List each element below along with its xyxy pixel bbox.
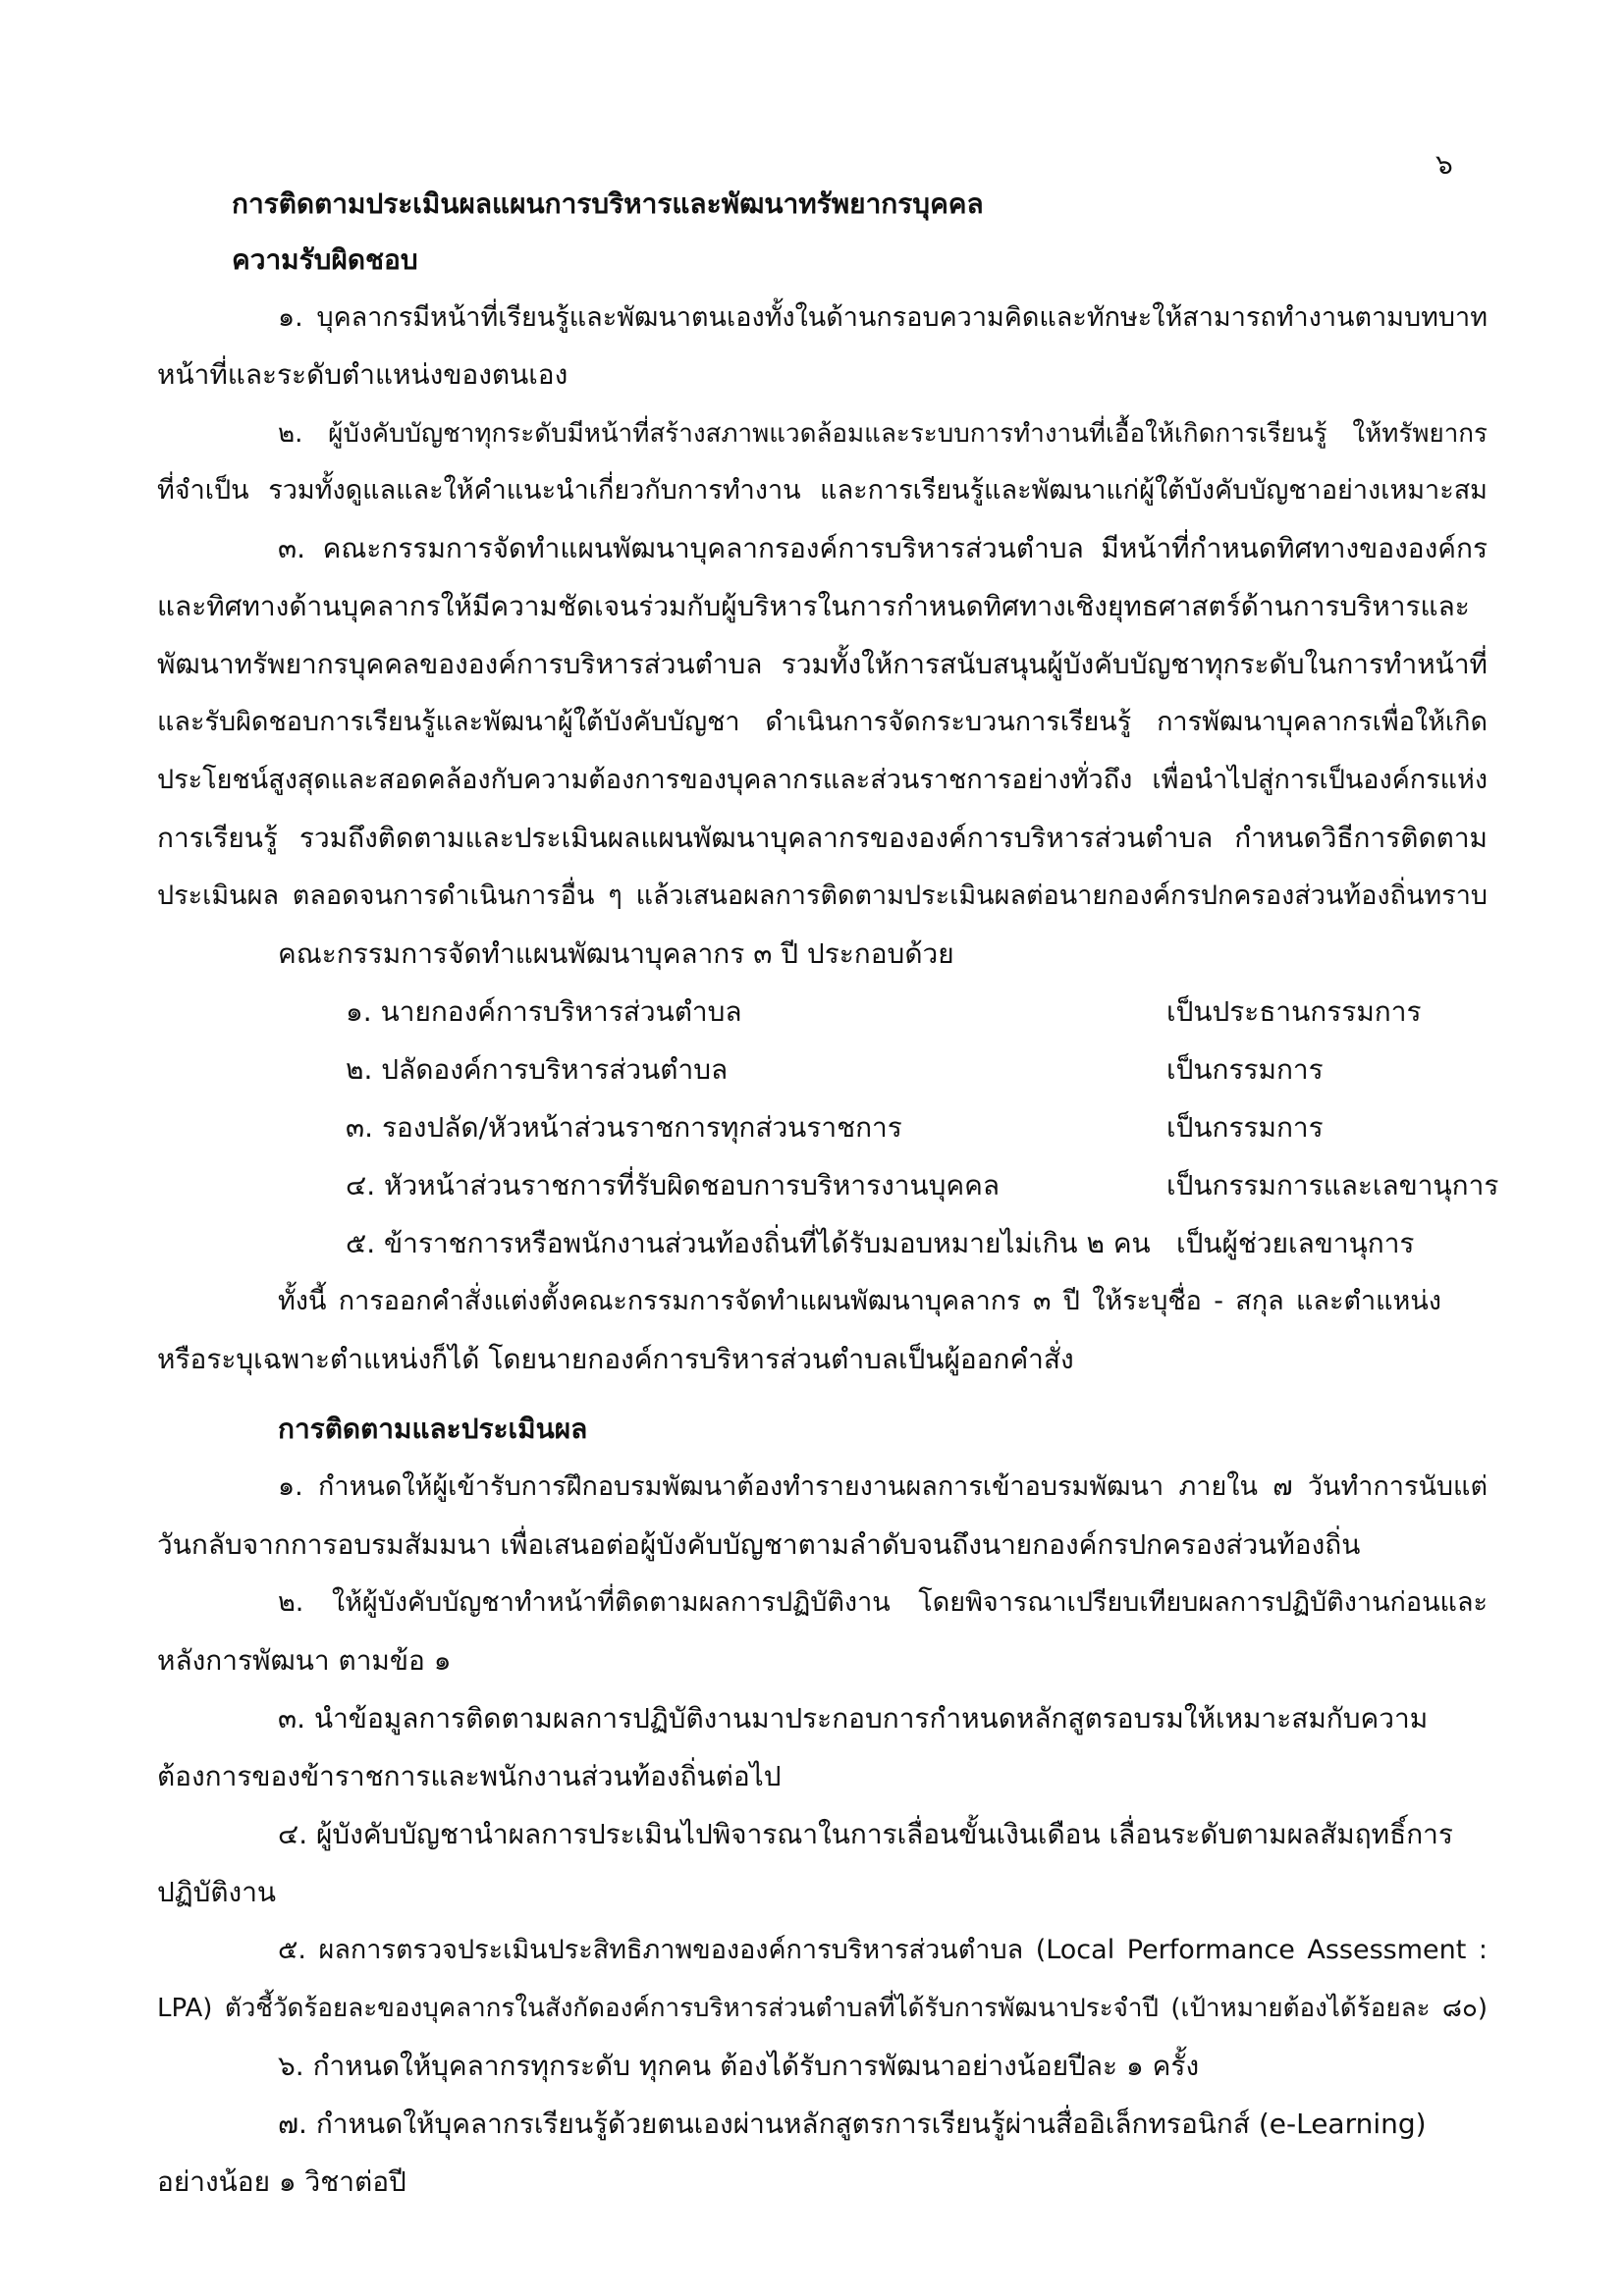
evaluation-item-4-line-1: ๔. ผู้บังคับบัญชานำผลการประเมินไปพิจารณาในการเลื่อนขั้นเงินเดือน เลื่อนระดับตามผลสัมฤทธิ์การ xyxy=(278,1818,1453,1850)
responsibility-item-3-line-1: ๓. คณะกรรมการจัดทำแผนพัฒนาบุคลากรองค์การบริหารส่วนตำบล มีหน้าที่กำหนดทิศทางขององค์กร xyxy=(278,532,1488,564)
committee-role-1: เป็นประธานกรรมการ xyxy=(1166,995,1422,1028)
section-heading-responsibility: ความรับผิดชอบ xyxy=(232,243,418,276)
committee-member-1: ๑. นายกองค์การบริหารส่วนตำบล xyxy=(346,995,742,1028)
committee-note-line-2: หรือระบุเฉพาะตำแหน่งก็ได้ โดยนายกองค์การบริหารส่วนตำบลเป็นผู้ออกคำสั่ง xyxy=(157,1343,1074,1375)
responsibility-item-3-line-4: และรับผิดชอบการเรียนรู้และพัฒนาผู้ใต้บังคับบัญชา ดำเนินการจัดกระบวนการเรียนรู้ การพัฒนาบุคลากรเพื่อให้เกิด xyxy=(157,707,1488,737)
responsibility-item-2-line-1: ๒. ผู้บังคับบัญชาทุกระดับมีหน้าที่สร้างสภาพแวดล้อมและระบบการทำงานที่เอื้อให้เกิดการเรียนรู้ ให้ทรัพยากร xyxy=(278,419,1488,449)
responsibility-item-2-line-2: ที่จำเป็น รวมทั้งดูแลและให้คำแนะนำเกี่ยวกับการทำงาน และการเรียนรู้และพัฒนาแก่ผู้ใต้บังคับบัญชาอย่างเหมาะสม xyxy=(157,475,1488,506)
committee-role-3: เป็นกรรมการ xyxy=(1166,1111,1324,1144)
committee-member-4: ๔. หัวหน้าส่วนราชการที่รับผิดชอบการบริหารงานบุคคล xyxy=(346,1169,1001,1201)
responsibility-item-3-line-3: พัฒนาทรัพยากรบุคคลขององค์การบริหารส่วนตำบล รวมทั้งให้การสนับสนุนผู้บังคับบัญชาทุกระดับในการทำหน้าที่ xyxy=(157,648,1488,680)
evaluation-item-4-line-2: ปฏิบัติงาน xyxy=(157,1876,277,1908)
committee-member-3: ๓. รองปลัด/หัวหน้าส่วนราชการทุกส่วนราชการ xyxy=(346,1111,902,1144)
responsibility-item-3-line-6: การเรียนรู้ รวมถึงติดตามและประเมินผลแผนพัฒนาบุคลากรขององค์การบริหารส่วนตำบล กำหนดวิธีการติดตาม xyxy=(157,822,1488,854)
evaluation-item-7-line-2: อย่างน้อย ๑ วิชาต่อปี xyxy=(157,2165,406,2198)
evaluation-item-6-line-1: ๖. กำหนดให้บุคลากรทุกระดับ ทุกคน ต้องได้รับการพัฒนาอย่างน้อยปีละ ๑ ครั้ง xyxy=(278,2050,1200,2082)
committee-role-2: เป็นกรรมการ xyxy=(1166,1053,1324,1086)
evaluation-item-5-line-2: LPA) ตัวชี้วัดร้อยละของบุคลากรในสังกัดองค์การบริหารส่วนตำบลที่ได้รับการพัฒนาประจำปี (เป้าหมายต้องได้ร้อยละ ๘๐) xyxy=(157,1994,1488,2023)
evaluation-item-1-line-2: วันกลับจากการอบรมสัมมนา เพื่อเสนอต่อผู้บังคับบัญชาตามลำดับจนถึงนายกองค์กรปกครองส่วนท้องถิ่น xyxy=(157,1528,1361,1561)
responsibility-item-1-line-1: ๑. บุคลากรมีหน้าที่เรียนรู้และพัฒนาตนเองทั้งในด้านกรอบความคิดและทักษะให้สามารถทำงานตามบทบาท xyxy=(278,302,1488,333)
evaluation-item-3-line-1: ๓. นำข้อมูลการติดตามผลการปฏิบัติงานมาประกอบการกำหนดหลักสูตรอบรมให้เหมาะสมกับความ xyxy=(278,1702,1429,1735)
section-heading-evaluation: การติดตามและประเมินผล xyxy=(278,1413,588,1445)
evaluation-item-1-line-1: ๑. กำหนดให้ผู้เข้ารับการฝึกอบรมพัฒนาต้องทำรายงานผลการเข้าอบรมพัฒนา ภายใน ๗ วันทำการนับแต่ xyxy=(278,1471,1488,1502)
evaluation-item-2-line-1: ๒. ให้ผู้บังคับบัญชาทำหน้าที่ติดตามผลการปฏิบัติงาน โดยพิจารณาเปรียบเทียบผลการปฏิบัติงานก่อนและ xyxy=(278,1587,1488,1618)
responsibility-item-1-line-2: หน้าที่และระดับตำแหน่งของตนเอง xyxy=(157,358,568,391)
evaluation-item-2-line-2: หลังการพัฒนา ตามข้อ ๑ xyxy=(157,1644,452,1677)
evaluation-item-7-line-1: ๗. กำหนดให้บุคลากรเรียนรู้ด้วยตนเองผ่านหลักสูตรการเรียนรู้ผ่านสื่ออิเล็กทรอนิกส์ (e-Learning) xyxy=(278,2108,1427,2140)
page-number: ๖ xyxy=(1435,148,1453,181)
committee-intro: คณะกรรมการจัดทำแผนพัฒนาบุคลากร ๓ ปี ประกอบด้วย xyxy=(278,937,954,970)
evaluation-item-5-line-1: ๕. ผลการตรวจประเมินประสิทธิภาพขององค์การบริหารส่วนตำบล (Local Performance Assessment : xyxy=(278,1935,1488,1965)
committee-role-4: เป็นกรรมการและเลขานุการ xyxy=(1166,1169,1499,1201)
evaluation-item-3-line-2: ต้องการของข้าราชการและพนักงานส่วนท้องถิ่นต่อไป xyxy=(157,1760,782,1792)
committee-role-5: เป็นผู้ช่วยเลขานุการ xyxy=(1176,1227,1415,1259)
responsibility-item-3-line-5: ประโยชน์สูงสุดและสอดคล้องกับความต้องการของบุคลากรและส่วนราชการอย่างทั่วถึง เพื่อนำไปสู่การเป็นองค์กรแห่ง xyxy=(157,765,1488,795)
page-title: การติดตามประเมินผลแผนการบริหารและพัฒนาทรัพยากรบุคคล xyxy=(232,187,984,220)
responsibility-item-3-line-2: และทิศทางด้านบุคลากรให้มีความชัดเจนร่วมกับผู้บริหารในการกำหนดทิศทางเชิงยุทธศาสตร์ด้านการบริหารและ xyxy=(157,590,1470,622)
responsibility-item-3-line-7: ประเมินผล ตลอดจนการดำเนินการอื่น ๆ แล้วเสนอผลการติดตามประเมินผลต่อนายกองค์กรปกครองส่วนท้องถิ่นทราบ xyxy=(157,881,1488,911)
committee-note-line-1: ทั้งนี้ การออกคำสั่งแต่งตั้งคณะกรรมการจัดทำแผนพัฒนาบุคลากร ๓ ปี ให้ระบุชื่อ - สกุล และตำแหน่ง xyxy=(278,1286,1441,1316)
committee-member-5: ๕. ข้าราชการหรือพนักงานส่วนท้องถิ่นที่ได้รับมอบหมายไม่เกิน ๒ คน xyxy=(346,1227,1151,1259)
committee-member-2: ๒. ปลัดองค์การบริหารส่วนตำบล xyxy=(346,1053,729,1086)
